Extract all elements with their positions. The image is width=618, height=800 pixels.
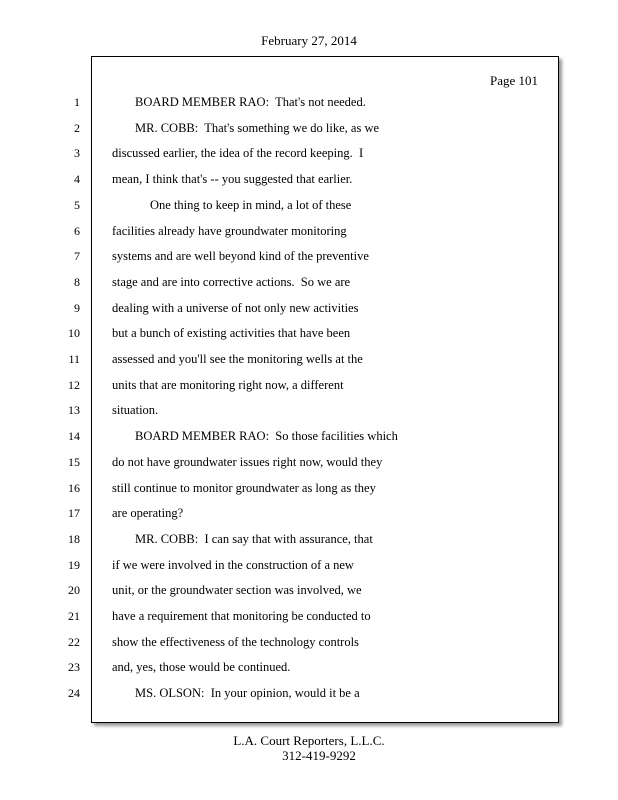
line-number: 11 xyxy=(68,352,80,366)
line-text: stage and are into corrective actions. So we are xyxy=(112,275,351,289)
line-text: assessed and you'll see the monitoring wells at the xyxy=(112,352,363,366)
line-text: systems and are well beyond kind of the preventive xyxy=(112,249,369,263)
line-number: 23 xyxy=(68,660,80,674)
line-number: 5 xyxy=(74,198,80,212)
line-text: are operating? xyxy=(112,506,184,520)
line-text: situation. xyxy=(112,403,159,417)
line-number: 1 xyxy=(74,95,80,109)
footer-phone: 312-419-9292 xyxy=(282,748,356,763)
line-text: facilities already have groundwater monitoring xyxy=(112,224,347,238)
line-text: but a bunch of existing activities that have been xyxy=(112,326,351,340)
line-text: units that are monitoring right now, a different xyxy=(112,378,344,392)
line-text: BOARD MEMBER RAO: That's not needed. xyxy=(135,95,366,109)
line-number: 3 xyxy=(74,146,80,160)
line-text: dealing with a universe of not only new activities xyxy=(112,301,359,315)
line-text: do not have groundwater issues right now, would they xyxy=(112,455,383,469)
line-number: 15 xyxy=(68,455,80,469)
footer-company: L.A. Court Reporters, L.L.C. xyxy=(233,733,385,748)
line-text: MR. COBB: That's something we do like, as we xyxy=(135,121,380,135)
line-number: 14 xyxy=(68,429,80,443)
transcript-date: February 27, 2014 xyxy=(261,33,357,48)
line-text: still continue to monitor groundwater as long as they xyxy=(112,481,376,495)
line-number: 7 xyxy=(74,249,80,263)
line-number: 9 xyxy=(74,301,80,315)
line-number: 16 xyxy=(68,481,80,495)
line-text: One thing to keep in mind, a lot of these xyxy=(150,198,352,212)
line-number: 2 xyxy=(74,121,80,135)
line-number: 21 xyxy=(68,609,80,623)
line-text: mean, I think that's -- you suggested that earlier. xyxy=(112,172,353,186)
line-text: MS. OLSON: In your opinion, would it be a xyxy=(135,686,360,700)
line-number: 18 xyxy=(68,532,80,546)
line-number: 6 xyxy=(74,224,80,238)
line-text: unit, or the groundwater section was involved, we xyxy=(112,583,362,597)
line-number: 12 xyxy=(68,378,80,392)
line-text: show the effectiveness of the technology controls xyxy=(112,635,359,649)
line-number: 19 xyxy=(68,558,80,572)
line-text: MR. COBB: I can say that with assurance, that xyxy=(135,532,373,546)
line-number: 13 xyxy=(68,403,80,417)
line-text: BOARD MEMBER RAO: So those facilities which xyxy=(135,429,398,443)
line-text: discussed earlier, the idea of the record keeping. I xyxy=(112,146,364,160)
line-text: have a requirement that monitoring be conducted to xyxy=(112,609,371,623)
line-number: 17 xyxy=(68,506,80,520)
line-number: 4 xyxy=(74,172,80,186)
page-number: Page 101 xyxy=(489,73,538,88)
line-number: 24 xyxy=(68,686,80,700)
line-number: 20 xyxy=(68,583,80,597)
line-text: if we were involved in the construction of a new xyxy=(112,558,354,572)
line-number: 8 xyxy=(74,275,80,289)
line-number: 22 xyxy=(68,635,80,649)
line-number: 10 xyxy=(68,326,80,340)
line-text: and, yes, those would be continued. xyxy=(112,660,291,674)
